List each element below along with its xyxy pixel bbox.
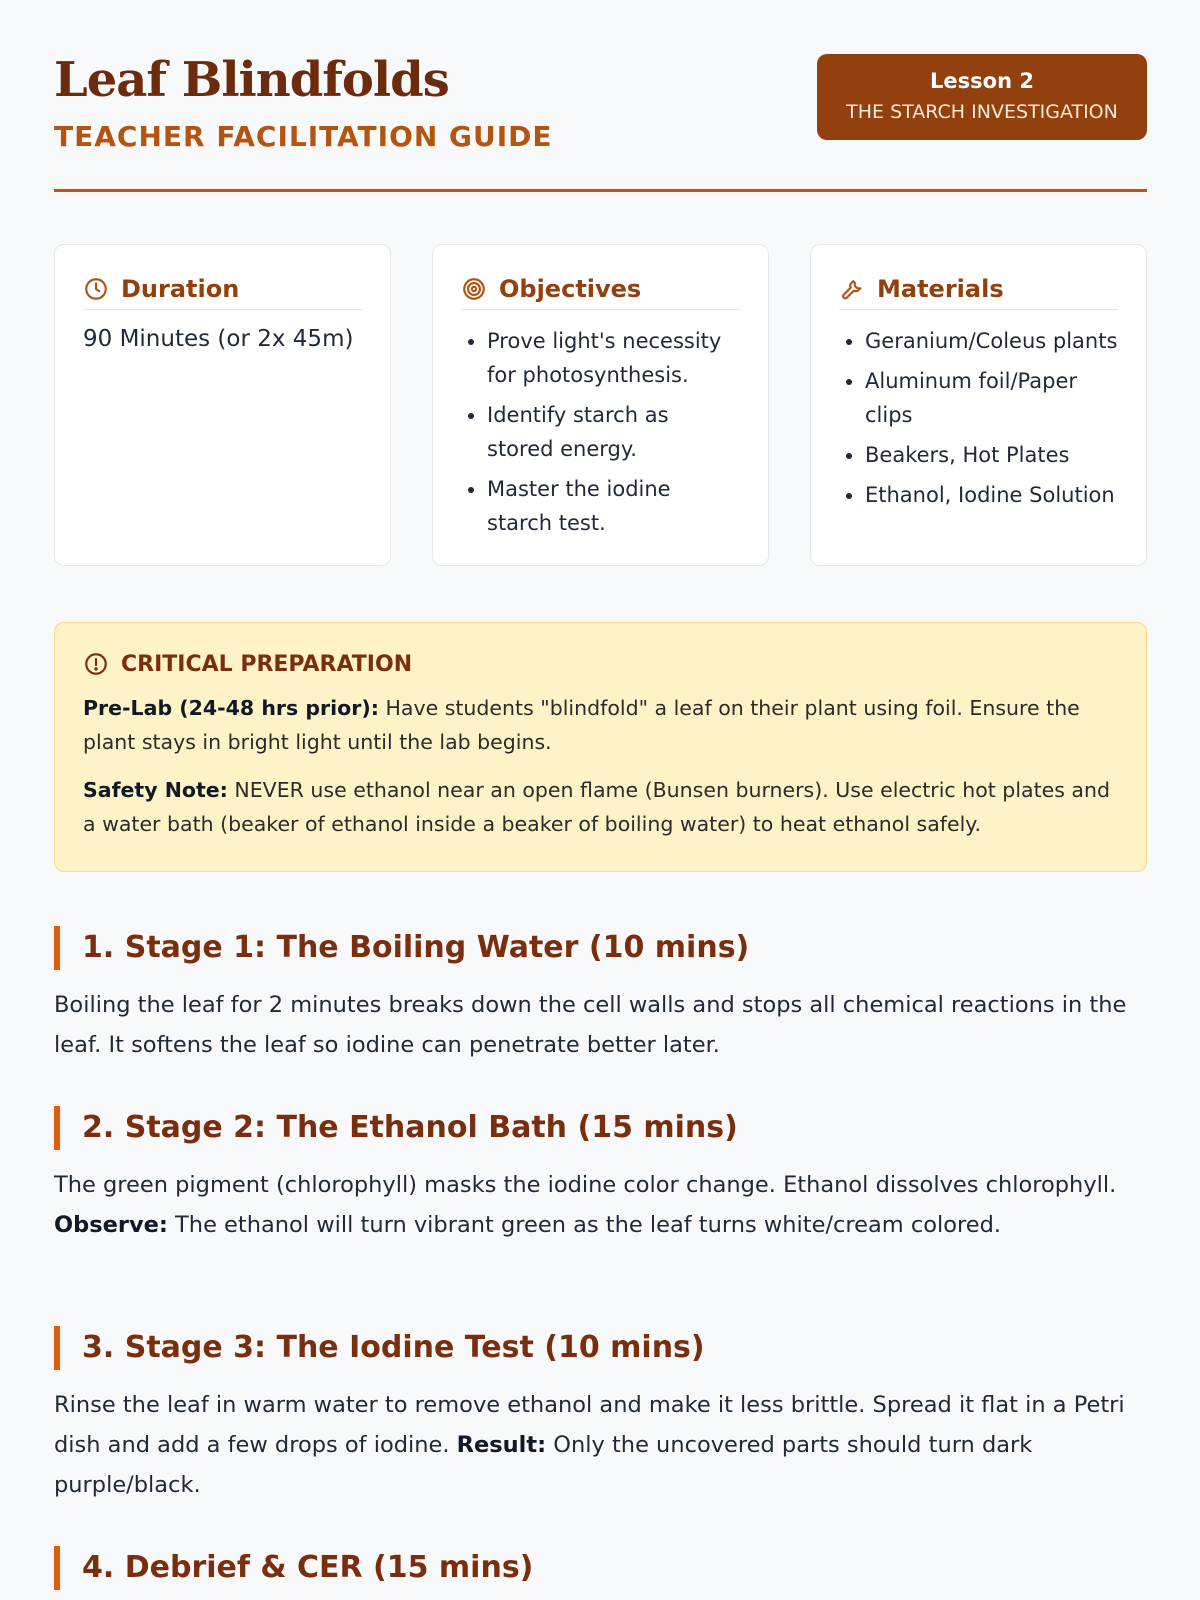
stage-3-text-after: Only the uncovered parts should turn dark purple/black. [54,1432,1033,1498]
overview-cards [54,244,1147,568]
prelab-note [83,691,1118,759]
alert-circle-icon [83,651,109,677]
stage-2-text [54,1165,1147,1245]
stage-1-heading: 1. Stage 1: The Boiling Water (10 mins) [54,926,749,970]
wrench-icon [839,276,865,302]
materials-card [810,244,1147,566]
safety-label: Safety Note: [83,778,228,802]
stage-3-label: Result: [456,1432,547,1458]
stage-3-text-before: Rinse the leaf in warm water to remove ethanol and make it less brittle. Spread it flat in a Petri dish and add a few drops of iodine. [54,1392,1125,1458]
page-subtitle: TEACHER FACILITATION GUIDE [54,120,553,153]
materials-list [839,324,1118,512]
clock-icon [83,276,109,302]
materials-title: Materials [877,275,1004,303]
objectives-list [461,324,740,540]
list-item: • Aluminum foil/Paper clips [865,364,1118,432]
duration-card [54,244,391,566]
safety-note [83,773,1118,841]
materials-card-header [839,275,1118,310]
stage-2-heading: 2. Stage 2: The Ethanol Bath (15 mins) [54,1106,738,1150]
list-item: • Master the iodine starch test. [487,472,740,540]
list-item: • Identify starch as stored energy. [487,398,740,466]
prelab-label: Pre-Lab (24-48 hrs prior): [83,696,379,720]
list-item: • Ethanol, Iodine Solution [865,478,1118,512]
list-item: • Prove light's necessity for photosynthesis. [487,324,740,392]
stage-2-text-before: The green pigment (chlorophyll) masks the iodine color change. Ethanol dissolves chlorophyll. [54,1172,1117,1198]
stage-2-label: Observe: [54,1212,168,1238]
duration-value: 90 Minutes (or 2x 45m) [83,326,354,352]
lesson-number: Lesson 2 [930,69,1034,93]
stage-1-text: Boiling the leaf for 2 minutes breaks down the cell walls and stops all chemical reactions in the leaf. It softens the leaf so iodine can penetrate better later. [54,992,1127,1058]
lesson-name: THE STARCH INVESTIGATION [846,101,1118,123]
callout-title: CRITICAL PREPARATION [121,651,413,677]
list-item: • Geranium/Coleus plants [865,324,1118,358]
objectives-card [432,244,769,566]
callout-header [83,651,1118,677]
list-item: • Beakers, Hot Plates [865,438,1118,472]
duration-title: Duration [121,275,240,303]
stage-3-heading: 3. Stage 3: The Iodine Test (10 mins) [54,1326,705,1370]
page-title: Leaf Blindfolds [54,52,449,108]
objectives-title: Objectives [499,275,642,303]
duration-card-header [83,275,362,310]
safety-text: NEVER use ethanol near an open flame (Bunsen burners). Use electric hot plates and a water bath (beaker of ethanol inside a beaker of boiling water) to heat ethanol safely. [83,778,1110,836]
guide-page [54,0,1147,1585]
critical-preparation-callout [54,622,1147,872]
objectives-card-header [461,275,740,310]
lesson-badge [817,54,1147,140]
page-header [54,0,1147,192]
stage-3-text [54,1385,1147,1505]
stage-2-text-after: The ethanol will turn vibrant green as the leaf turns white/cream colored. [167,1212,1002,1238]
target-icon [461,276,487,302]
prelab-text: Have students "blindfold" a leaf on their plant using foil. Ensure the plant stays in bright light until the lab begins. [83,696,1080,754]
stage-4-heading: 4. Debrief & CER (15 mins) [54,1546,533,1590]
